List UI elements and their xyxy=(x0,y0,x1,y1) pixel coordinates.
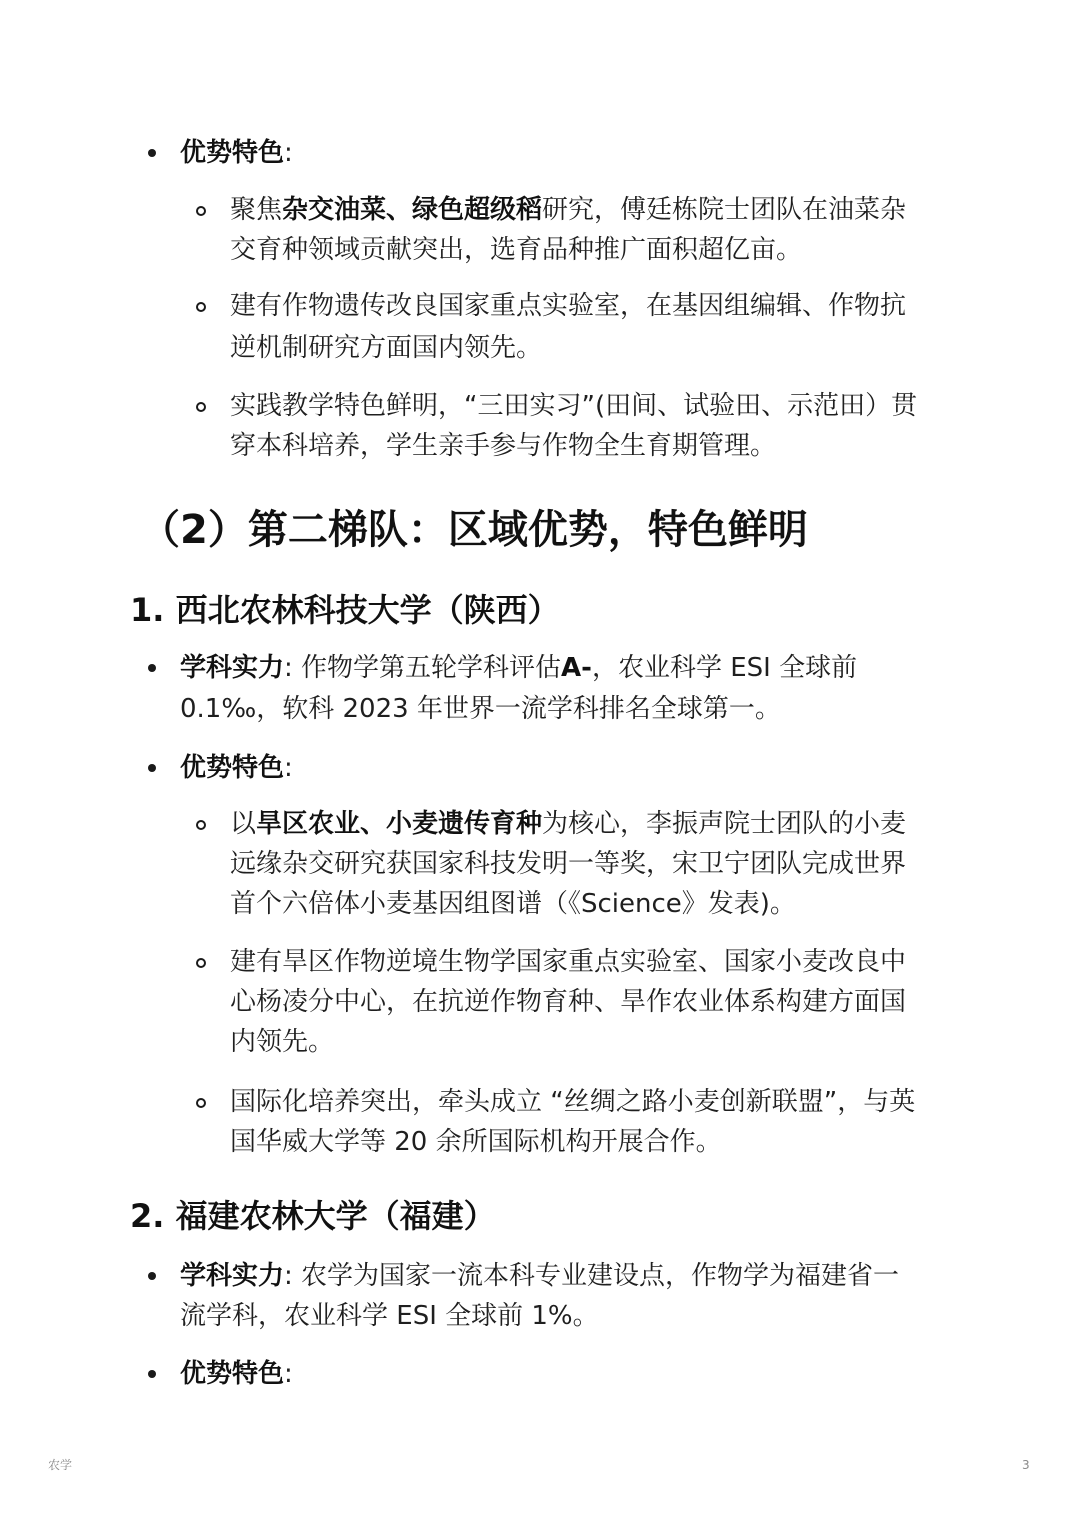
univ2-heading: 2. 福建农林大学（福建） xyxy=(130,1197,496,1235)
list-item-line xyxy=(230,804,906,844)
advantages-heading xyxy=(180,133,293,173)
text: : 农学为国家一流本科专业建设点，作物学为福建省一 xyxy=(284,1261,900,1291)
text: 研究，傅廷栋院士团队在油菜杂 xyxy=(542,195,907,225)
list-item-line: 首个六倍体小麦基因组图谱（《Science》发表)。 xyxy=(230,889,796,919)
list-item-line: 建有作物遗传改良国家重点实验室，在基因组编辑、作物抗 xyxy=(230,291,907,321)
colon: : xyxy=(284,753,293,783)
bold-text: 旱区农业、小麦遗传育种 xyxy=(256,809,543,839)
advantages-label: 优势特色 xyxy=(180,1359,285,1389)
sub-bullet-circle xyxy=(196,1098,206,1108)
page-number: 3 xyxy=(1022,1458,1030,1472)
sub-bullet-circle xyxy=(196,402,206,412)
list-item-line: 国华威大学等 20 余所国际机构开展合作。 xyxy=(230,1127,722,1157)
strength-label: 学科实力 xyxy=(180,1261,285,1291)
advantages-label: 优势特色 xyxy=(180,138,285,168)
bullet-dot xyxy=(148,664,156,672)
strength-line xyxy=(180,1256,899,1296)
list-item-line: 实践教学特色鲜明，“三田实习”(田间、试验田、示范田）贯 xyxy=(230,391,918,421)
text: 为核心，李振声院士团队的小麦 xyxy=(542,809,907,839)
list-item-line: 建有旱区作物逆境生物学国家重点实验室、国家小麦改良中 xyxy=(230,947,907,977)
advantages-heading xyxy=(180,1354,293,1394)
list-item-line: 穿本科培养，学生亲手参与作物全生育期管理。 xyxy=(230,431,777,461)
text: ，农业科学 ESI 全球前 xyxy=(591,653,858,683)
bullet-dot xyxy=(148,1370,156,1378)
sub-bullet-circle xyxy=(196,206,206,216)
footer-label: 农学 xyxy=(48,1458,73,1472)
list-item-line: 逆机制研究方面国内领先。 xyxy=(230,333,543,363)
list-item-line: 心杨凌分中心，在抗逆作物育种、旱作农业体系构建方面国 xyxy=(230,987,907,1017)
colon: : xyxy=(284,138,293,168)
strength-line: 流学科，农业科学 ESI 全球前 1%。 xyxy=(180,1301,599,1331)
advantages-heading xyxy=(180,748,293,788)
tier2-heading: （2）第二梯队：区域优势，特色鲜明 xyxy=(140,507,808,553)
strength-line xyxy=(180,648,857,688)
bullet-dot xyxy=(148,764,156,772)
colon: : xyxy=(284,1359,293,1389)
text: 聚焦 xyxy=(230,195,283,225)
list-item-line: 国际化培养突出，牵头成立 “丝绸之路小麦创新联盟”，与英 xyxy=(230,1087,916,1117)
text: : 作物学第五轮学科评估 xyxy=(284,653,562,683)
text: 以 xyxy=(230,809,257,839)
list-item-line xyxy=(230,190,906,230)
bullet-dot xyxy=(148,1272,156,1280)
sub-bullet-circle xyxy=(196,302,206,312)
bold-text: A- xyxy=(561,653,592,683)
list-item-line: 远缘杂交研究获国家科技发明一等奖，宋卫宁团队完成世界 xyxy=(230,849,907,879)
advantages-label: 优势特色 xyxy=(180,753,285,783)
bold-text: 杂交油菜、绿色超级稻 xyxy=(282,195,543,225)
bullet-dot xyxy=(148,149,156,157)
list-item-line: 交育种领域贡献突出，选育品种推广面积超亿亩。 xyxy=(230,235,803,265)
strength-line: 0.1‰，软科 2023 年世界一流学科排名全球第一。 xyxy=(180,694,781,724)
sub-bullet-circle xyxy=(196,820,206,830)
strength-label: 学科实力 xyxy=(180,653,285,683)
sub-bullet-circle xyxy=(196,958,206,968)
list-item-line: 内领先。 xyxy=(230,1027,335,1057)
univ1-heading: 1. 西北农林科技大学（陕西） xyxy=(130,591,560,629)
